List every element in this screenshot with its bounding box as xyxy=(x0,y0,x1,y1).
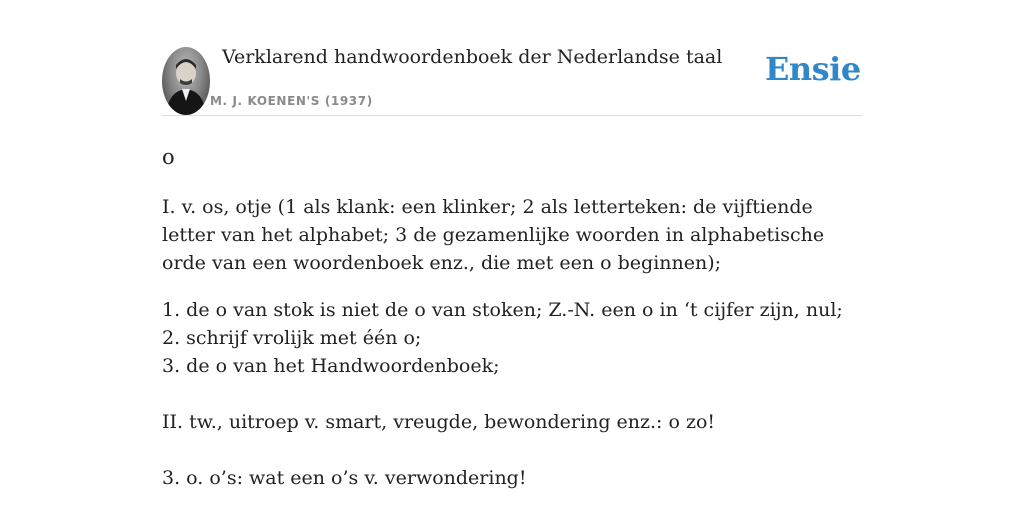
headword: o xyxy=(162,145,175,169)
spacer xyxy=(162,436,862,464)
ensie-logo-link[interactable]: Ensie xyxy=(765,50,861,88)
example-line: 2. schrijf vrolijk met één o; xyxy=(162,327,422,349)
section-two: II. tw., uitroep v. smart, vreugde, bewondering enz.: o zo! xyxy=(162,411,716,433)
header xyxy=(162,0,862,116)
example-line: 3. de o van het Handwoordenboek; xyxy=(162,355,500,377)
page xyxy=(162,0,862,489)
section-three: 3. o. o’s: wat een o’s v. verwondering! xyxy=(162,467,527,489)
definition: I. v. os, otje (1 als klank: een klinker; 2 als letterteken: de vijftiende letter van het alphabet; 3 de gezamenlijke woorden in alphabetische orde van een woordenboek enz., die met een o beginnen); xyxy=(162,196,825,274)
spacer xyxy=(162,380,862,408)
source-subtitle: M. J. KOENEN'S (1937) xyxy=(210,94,373,108)
author-portrait xyxy=(162,47,210,115)
examples-list xyxy=(162,296,862,492)
page-title: Verklarend handwoordenboek der Nederlandse taal xyxy=(222,46,723,68)
example-line: 1. de o van stok is niet de o van stoken; Z.-N. een o in ‘t cijfer zijn, nul; xyxy=(162,299,843,321)
portrait-image xyxy=(162,47,210,115)
entry-body xyxy=(162,193,862,492)
